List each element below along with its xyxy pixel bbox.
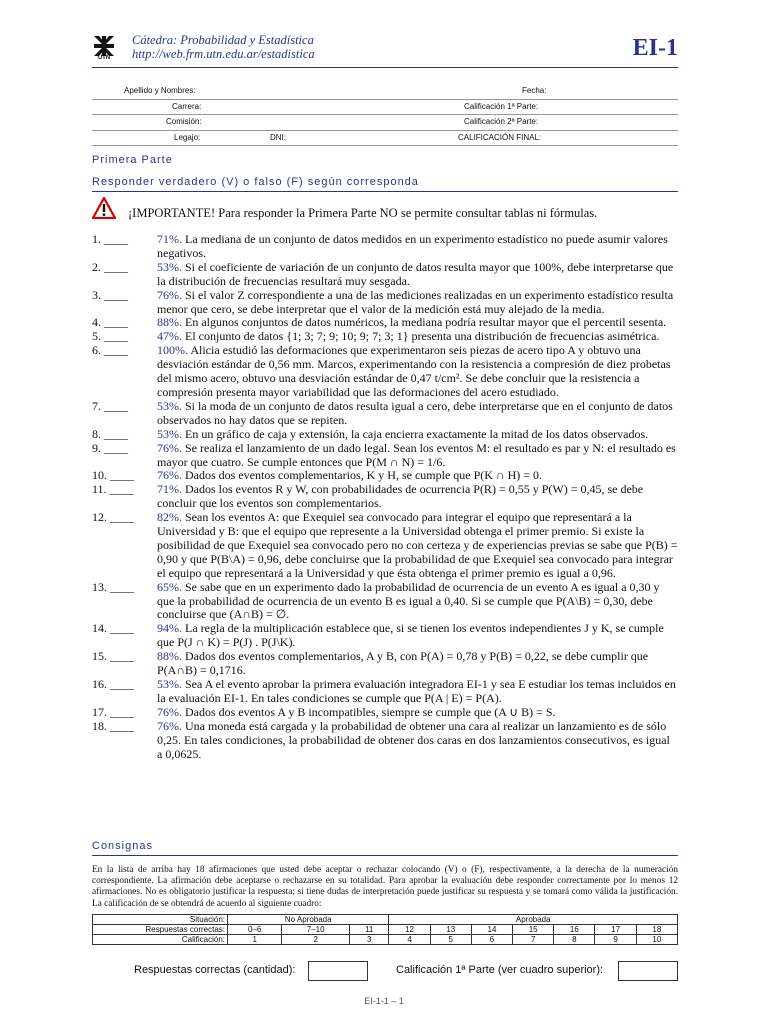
answer-blank[interactable]: 17. ____ xyxy=(92,704,134,719)
label-fecha: Fecha: xyxy=(522,86,547,95)
info-row[interactable] xyxy=(92,84,678,100)
info-row[interactable] xyxy=(92,100,678,116)
answer-blank[interactable]: 6. ____ xyxy=(92,343,128,358)
question-text: En un gráfico de caja y extensión, la caja encierra exactamente la mitad de los datos observados. xyxy=(182,426,649,441)
question-text: El conjunto de datos {1; 3; 7; 9; 10; 9; 7; 3; 1} presenta una distribución de frecuencias asimétrica. xyxy=(182,329,660,344)
percent-correct: 71%. xyxy=(157,482,182,497)
calif-cell: 1 xyxy=(228,935,282,945)
correctas-cell: 14 xyxy=(471,925,512,935)
answer-blank[interactable]: 3. ____ xyxy=(92,287,128,302)
correctas-cell: 12 xyxy=(389,925,430,935)
important-notice: ¡IMPORTANTE! Para responder la Primera Parte NO se permite consultar tablas ni fórmulas. xyxy=(128,206,598,220)
question-text: Una moneda está cargada y la probabilidad de obtener una cara al realizar un lanzamiento es de sólo 0,25. En tales condiciones, la probabilidad de obtener dos caras en dos lanzamientos consecutivos, es igual a 0,0625. xyxy=(157,718,670,761)
percent-correct: 53%. xyxy=(157,259,182,274)
correctas-cell: 15 xyxy=(513,925,554,935)
question-item xyxy=(92,289,678,317)
calif-cell: 8 xyxy=(554,935,595,945)
grade-table xyxy=(92,914,678,945)
answer-blank[interactable]: 1. ____ xyxy=(92,232,128,246)
percent-correct: 88%. xyxy=(157,649,182,664)
catedra-title: Cátedra: Probabilidad y Estadística xyxy=(132,33,314,47)
info-row[interactable] xyxy=(92,131,678,147)
logo-text: UTN xyxy=(97,55,111,61)
question-item xyxy=(92,622,678,650)
calif-cell: 6 xyxy=(471,935,512,945)
percent-correct: 76%. xyxy=(157,704,182,719)
percent-correct: 71%. xyxy=(157,232,182,246)
label-dni: DNI: xyxy=(270,132,286,142)
question-item xyxy=(92,511,678,581)
calif-cell: 2 xyxy=(282,935,350,945)
question-item xyxy=(92,261,678,289)
percent-correct: 65%. xyxy=(157,579,182,594)
question-item xyxy=(92,316,678,330)
resp-count-box[interactable] xyxy=(308,961,368,981)
section-subtitle: Responder verdadero (V) o falso (F) según corresponda xyxy=(92,176,419,188)
answer-blank[interactable]: 4. ____ xyxy=(92,315,128,330)
question-text: Si el valor Z correspondiente a una de las mediciones realizadas en un experimento estadístico resulta menor que cero, se debe interpretar que el valor de la medición está muy alejado de la media. xyxy=(157,287,674,316)
question-item xyxy=(92,233,678,261)
percent-correct: 88%. xyxy=(157,315,182,330)
calif-cell: 5 xyxy=(430,935,471,945)
question-item xyxy=(92,483,678,511)
calif-label-bottom: Calificación 1ª Parte (ver cuadro superior): xyxy=(396,964,604,976)
answer-blank[interactable]: 5. ____ xyxy=(92,329,128,344)
divider xyxy=(92,855,678,856)
answer-blank[interactable]: 11. ____ xyxy=(92,482,134,497)
label-carrera: Carrera: xyxy=(172,101,202,111)
consignas-title: Consignas xyxy=(92,840,153,852)
percent-correct: 100%. xyxy=(157,343,188,358)
calif-cell: 7 xyxy=(513,935,554,945)
question-text: Se sabe que en un experimento dado la probabilidad de ocurrencia de un evento A es igual a 0,30 y que la probabilidad de ocurrencia de un evento B es igual a 0,40. Si se cumple que P(A\B) = 0,30, debe concluirse que (A∩B) = ∅. xyxy=(157,579,660,622)
page-footer: EI-1-1 – 1 xyxy=(364,996,404,1006)
page-header xyxy=(92,33,678,68)
correctas-cell: 11 xyxy=(349,925,389,935)
label-calif1: Calificación 1ª Parte: xyxy=(464,101,539,111)
calif-cell: 9 xyxy=(595,935,636,945)
label-calif-final: CALIFICACIÓN FINAL: xyxy=(458,132,542,142)
answer-blank[interactable]: 16. ____ xyxy=(92,677,134,691)
table-row xyxy=(93,935,678,945)
correctas-label: Respuestas correctas: xyxy=(93,925,228,935)
calif-cell: 3 xyxy=(349,935,389,945)
question-list xyxy=(92,233,678,761)
question-text: En algunos conjuntos de datos numéricos, la mediana podría resultar mayor que el percentil sesenta. xyxy=(182,315,667,330)
correctas-cell: 17 xyxy=(595,925,636,935)
question-item xyxy=(92,469,678,483)
table-row xyxy=(93,915,678,925)
exam-code: EI-1 xyxy=(632,35,678,61)
label-legajo: Legajo: xyxy=(174,132,201,142)
question-text: Si la moda de un conjunto de datos resulta igual a cero, debe interpretarse que en el conjunto de datos observados no hay datos que se repiten. xyxy=(157,398,673,427)
question-text: Sean los eventos A: que Exequiel sea convocado para integrar el equipo que representará a la Universidad y B: que el equipo que represente a la Universidad obtenga el primer premio. Si existe la posibilidad de que Exequiel sea convocado pero no con certeza y de experiencias previas se sabe que P(B) = 0,90 y que P(B\A) = 0,96, debe concluirse que la probabilidad de que Exequiel sea convocado para integrar el equipo que representará a la Universidad y que ésta obtenga el primer premio es igual a 0,96. xyxy=(157,510,678,580)
answer-blank[interactable]: 7. ____ xyxy=(92,398,128,413)
question-item xyxy=(92,706,678,720)
situacion-label: Situación: xyxy=(93,915,228,925)
table-row xyxy=(93,925,678,935)
question-text: La regla de la multiplicación establece que, si se tienen los eventos independientes J y K, se cumple que P(J ∩ K) = P(J) . P(J\K). xyxy=(157,621,664,650)
question-item xyxy=(92,650,678,678)
percent-correct: 53%. xyxy=(157,398,182,413)
question-text: Se realiza el lanzamiento de un dado legal. Sean los eventos M: el resultado es par y N: el resultado es mayor que cuatro. Se cumple entonces que P(M ∩ N) = 1/6. xyxy=(157,440,676,469)
catedra-block xyxy=(132,33,315,61)
correctas-cell: 7–10 xyxy=(282,925,350,935)
catedra-url[interactable]: http://web.frm.utn.edu.ar/estadistica xyxy=(132,47,315,61)
percent-correct: 82%. xyxy=(157,510,182,525)
label-comision: Comisión: xyxy=(166,117,202,126)
answer-blank[interactable]: 2. ____ xyxy=(92,259,128,274)
question-text: Si el coeficiente de variación de un conjunto de datos resulta mayor que 100%, debe interpretarse que la distribución de frecuencias resultará muy sesgada. xyxy=(157,259,674,288)
calif-label: Calificación: xyxy=(93,935,228,945)
percent-correct: 76%. xyxy=(157,440,182,455)
question-item xyxy=(92,330,678,344)
question-text: Sea A el evento aprobar la primera evaluación integradora EI-1 y sea E estudiar los temas incluidos en la evaluación EI-1. En tales condiciones se cumple que P(A | E) = P(A). xyxy=(157,677,676,705)
percent-correct: 76%. xyxy=(157,287,182,302)
question-item xyxy=(92,720,678,762)
question-item xyxy=(92,428,678,442)
calif-cell: 10 xyxy=(636,935,677,945)
percent-correct: 47%. xyxy=(157,329,182,344)
calif-box[interactable] xyxy=(618,961,678,981)
percent-correct: 53%. xyxy=(157,426,182,441)
warning-icon xyxy=(92,197,116,219)
label-calif2: Calificación 2ª Parte: xyxy=(464,117,539,126)
question-text: Dados dos eventos A y B incompatibles, siempre se cumple que (A ∪ B) = S. xyxy=(182,704,556,719)
question-item xyxy=(92,581,678,623)
consignas-text: En la lista de arriba hay 18 afirmaciones que usted debe aceptar o rechazar colocando (V) o (F), respectivamente, a la derecha de la numeración correspondiente. La afirmación debe aceptarse o rechazarse en su totalidad. Para aprobar la evaluación debe responder correctamente por lo menos 12 afirmaciones. No es obligatorio justificar la respuesta; si tiene dudas de interpretación puede justificar su respuesta y se tomará como válida la justificación. La calificación de se obtendrá de acuerdo al siguiente cuadro: xyxy=(92,865,678,909)
question-item xyxy=(92,678,678,706)
answer-blank[interactable]: 9. ____ xyxy=(92,440,128,455)
no-aprobada-cell: No Aprobada xyxy=(228,915,389,925)
answer-blank[interactable]: 12. ____ xyxy=(92,510,134,525)
question-text: La mediana de un conjunto de datos medidos en un experimento estadístico no puede asumir valores negativos. xyxy=(157,232,668,260)
resp-label: Respuestas correctas (cantidad): xyxy=(134,964,296,976)
question-item xyxy=(92,400,678,428)
question-item xyxy=(92,344,678,400)
correctas-cell: 18 xyxy=(636,925,677,935)
section-title: Primera Parte xyxy=(92,154,173,166)
divider xyxy=(92,191,678,192)
correctas-cell: 13 xyxy=(430,925,471,935)
question-text: Dados los eventos R y W, con probabilidades de ocurrencia P(R) = 0,55 y P(W) = 0,45, se debe concluir que los eventos son complementarios. xyxy=(157,482,644,511)
correctas-cell: 16 xyxy=(554,925,595,935)
answer-blank[interactable]: 10. ____ xyxy=(92,468,134,483)
answer-blank[interactable]: 13. ____ xyxy=(92,579,134,594)
question-text: Dados dos eventos complementarios, A y B, con P(A) = 0,78 y P(B) = 0,22, se debe cumplir que P(A∩B) = 0,1716. xyxy=(157,649,649,678)
answer-blank[interactable]: 18. ____ xyxy=(92,718,134,733)
calif-cell: 4 xyxy=(389,935,430,945)
answer-blank[interactable]: 15. ____ xyxy=(92,649,134,664)
question-text: Dados dos eventos complementarios, K y H, se cumple que P(K ∩ H) = 0. xyxy=(182,468,543,483)
percent-correct: 53%. xyxy=(157,677,182,691)
answer-blank[interactable]: 14. ____ xyxy=(92,621,134,636)
percent-correct: 76%. xyxy=(157,468,182,483)
question-item xyxy=(92,442,678,470)
label-apellido: Apellido y Nombres: xyxy=(124,86,196,95)
percent-correct: 94%. xyxy=(157,621,182,636)
correctas-cell: 0–6 xyxy=(228,925,282,935)
aprobada-cell: Aprobada xyxy=(389,915,678,925)
info-row[interactable] xyxy=(92,115,678,131)
percent-correct: 76%. xyxy=(157,718,182,733)
student-info-table xyxy=(92,84,678,146)
question-text: Alicia estudió las deformaciones que experimentaron seis piezas de acero tipo A y obtuvo una desviación estándar de 0,56 mm. Marcos, experimentando con la resistencia a compresión de diez probetas del mismo acero, obtuvo una desviación estándar de 0,47 t/cm². Se debe concluir que la resistencia a compresión presenta mayor variabilidad que las deformaciones del acero estudiado. xyxy=(157,343,671,399)
answer-blank[interactable]: 8. ____ xyxy=(92,426,128,441)
